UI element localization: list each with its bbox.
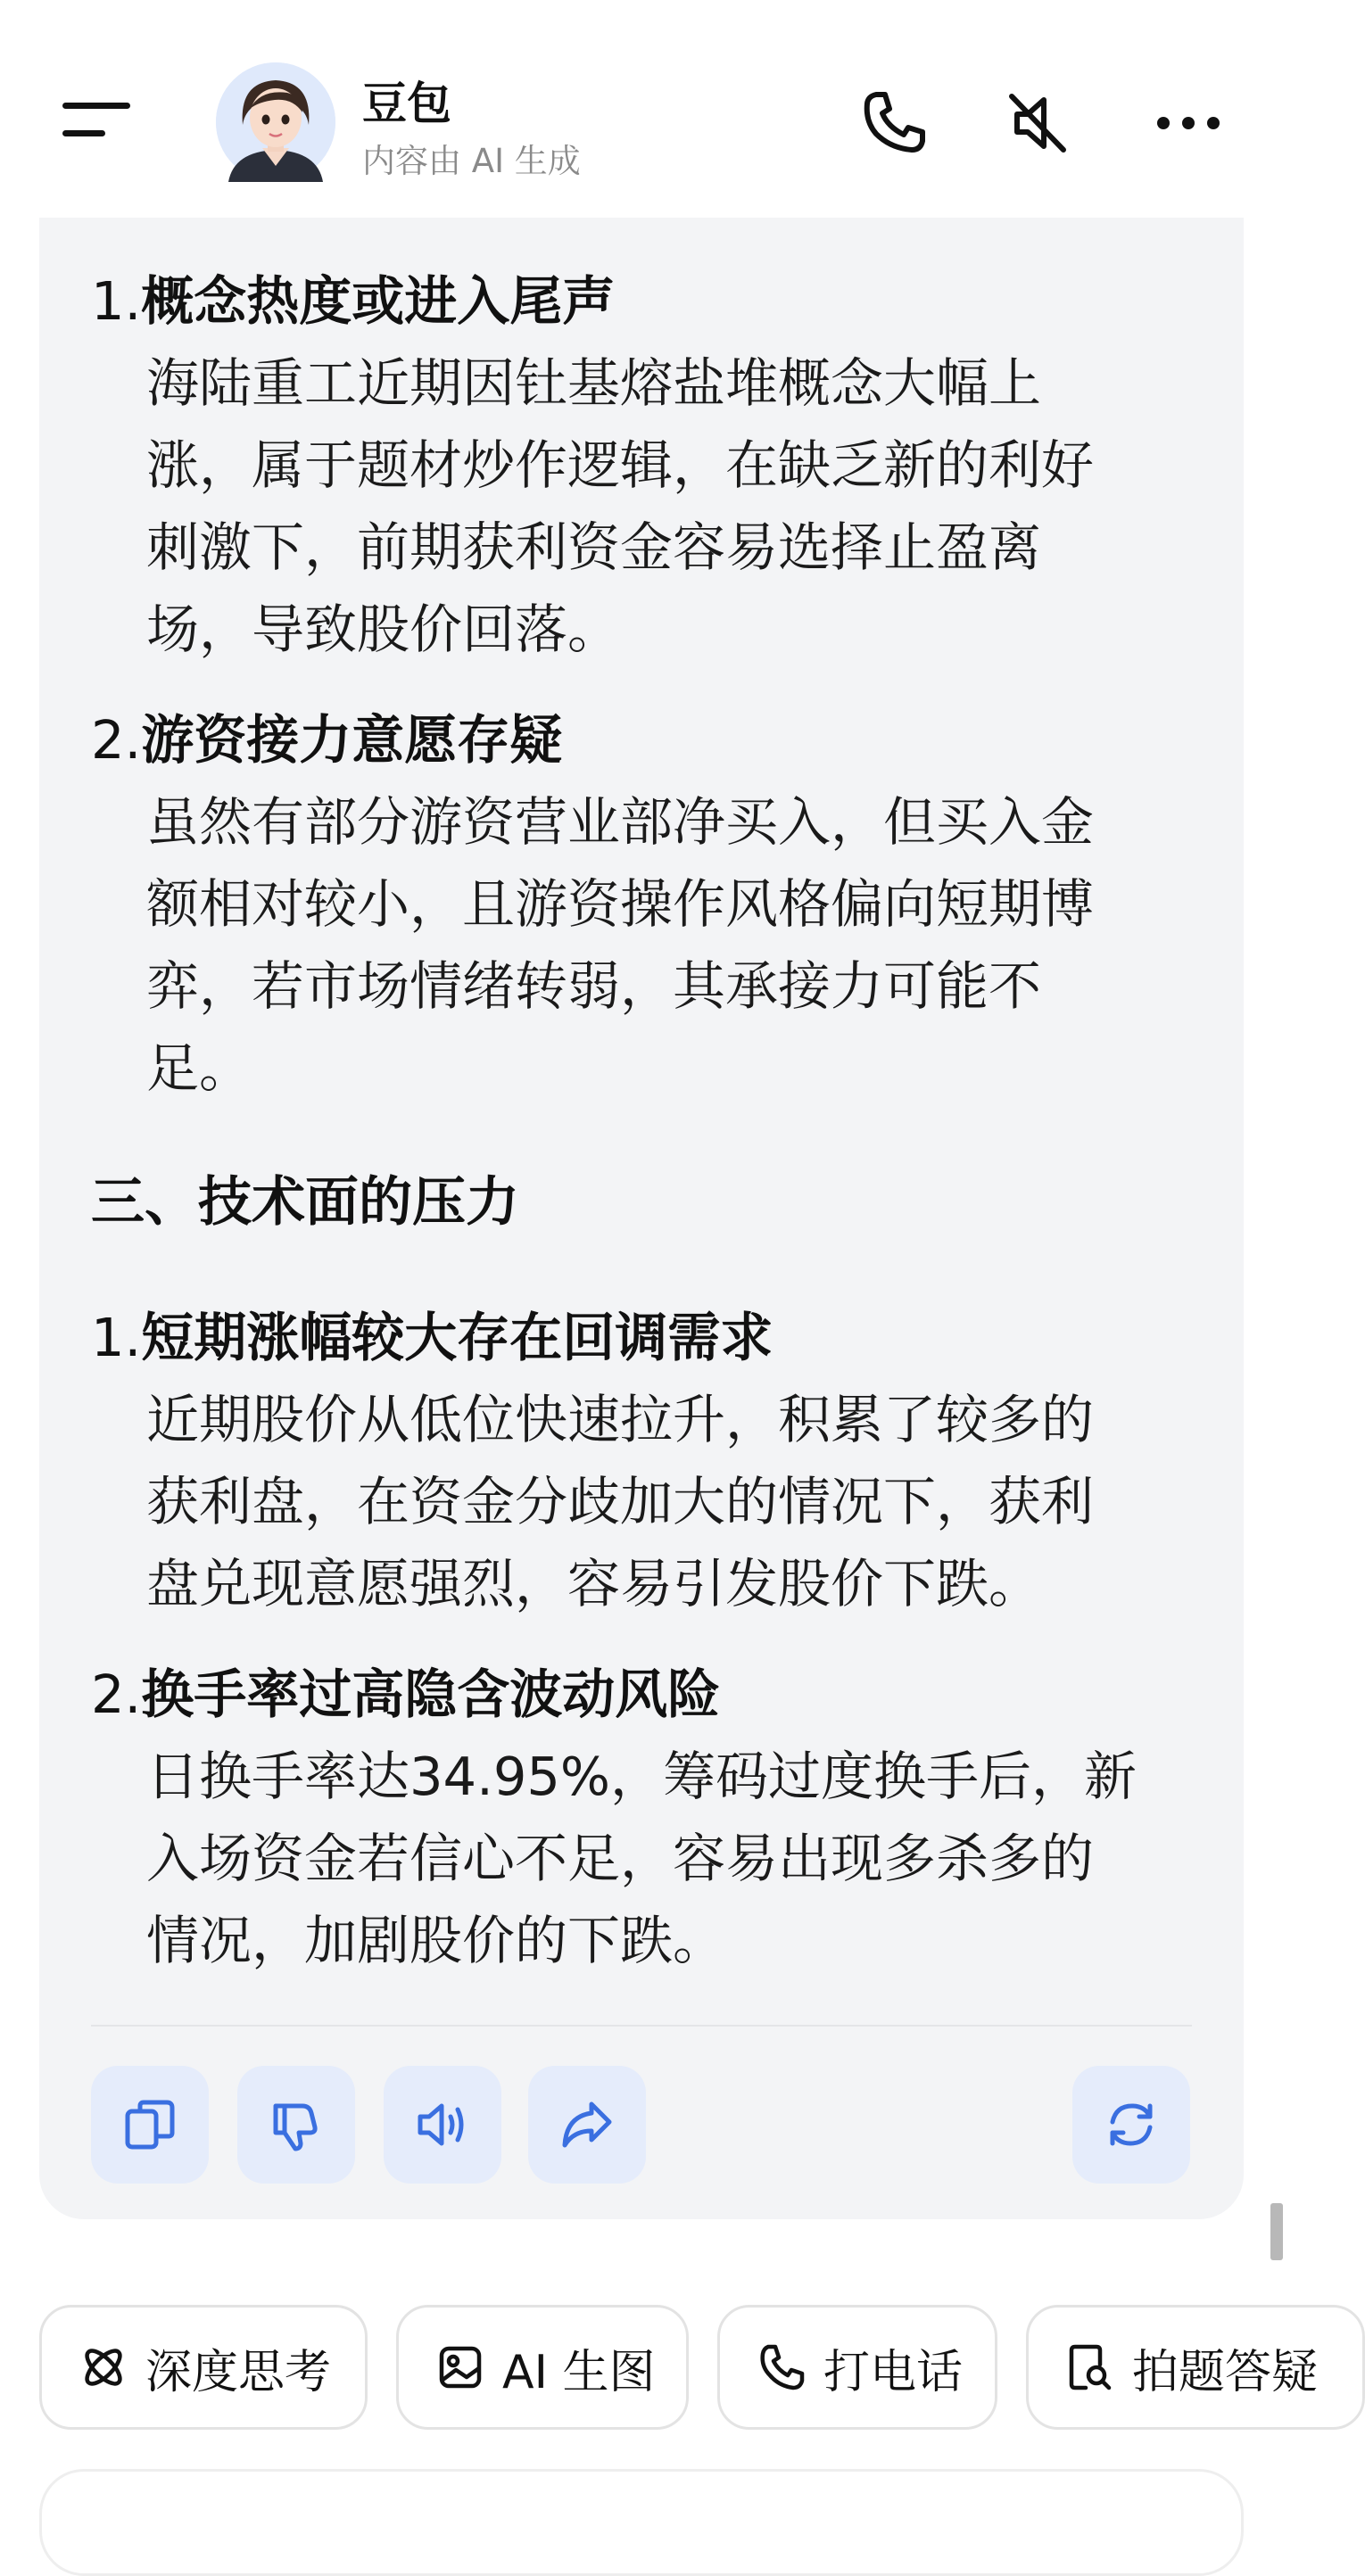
speaker-mute-icon[interactable] — [999, 86, 1074, 161]
quick-actions — [0, 2305, 1319, 2430]
deep-think-chip[interactable]: 深度思考 — [39, 2305, 368, 2430]
chat-title: 豆包 — [362, 78, 451, 129]
item-heading: 2.换手率过高隐含波动风险 — [91, 1664, 721, 1725]
thumbs-down-icon — [267, 2095, 326, 2154]
atom-icon — [78, 2341, 129, 2393]
read-aloud-button[interactable] — [384, 2066, 501, 2184]
item-text: 近期股价从低位快速拉升，积累了较多的 获利盘，在资金分歧加大的情况下，获利 盘兑现意愿强烈，容易引发股价下跌。 — [146, 1389, 1095, 1614]
item-text: 虽然有部分游资营业部净买入，但买入金 额相对较小，且游资操作风格偏向短期博 弈，若市场情绪转弱，其承接力可能不 足。 — [146, 791, 1095, 1099]
avatar[interactable] — [216, 62, 335, 182]
top-bar — [0, 0, 1283, 214]
more-icon[interactable] — [1151, 86, 1226, 161]
item-heading: 1.短期涨幅较大存在回调需求 — [91, 1307, 774, 1368]
item-text: 日换手率达34.95%，筹码过度换手后，新 入场资金若信心不足，容易出现多杀多的 情况，加剧股价的下跌。 — [146, 1746, 1137, 1971]
speaker-icon — [413, 2095, 472, 2154]
ai-image-chip[interactable]: AI 生图 — [396, 2305, 689, 2430]
list-item — [91, 260, 1215, 671]
assistant-message — [39, 218, 1244, 2219]
message-body — [91, 260, 1215, 2010]
photo-question-chip[interactable]: 拍题答疑 — [1026, 2305, 1365, 2430]
regenerate-icon — [1102, 2095, 1161, 2154]
copy-button[interactable] — [91, 2066, 209, 2184]
divider — [91, 2025, 1192, 2027]
dislike-button[interactable] — [237, 2066, 355, 2184]
share-button[interactable] — [528, 2066, 646, 2184]
scrollbar-thumb[interactable] — [1270, 2203, 1283, 2260]
search-document-icon — [1064, 2341, 1116, 2393]
item-heading: 1.概念热度或进入尾声 — [91, 270, 616, 332]
list-item — [91, 1297, 1215, 1625]
ai-disclaimer: 内容由 AI 生成 — [362, 142, 581, 180]
list-item — [91, 1654, 1215, 1982]
menu-icon[interactable] — [62, 98, 134, 143]
phone-icon — [756, 2341, 807, 2393]
regenerate-button[interactable] — [1072, 2066, 1190, 2184]
share-icon — [558, 2095, 616, 2154]
item-heading: 2.游资接力意愿存疑 — [91, 709, 563, 771]
list-item — [91, 699, 1215, 1110]
section-heading: 三、技术面的压力 — [91, 1171, 519, 1234]
phone-icon[interactable] — [856, 86, 931, 161]
copy-icon — [120, 2095, 179, 2154]
item-text: 海陆重工近期因钍基熔盐堆概念大幅上 涨，属于题材炒作逻辑，在缺乏新的利好 刺激下，前期获利资金容易选择止盈离 场，导致股价回落。 — [146, 352, 1095, 660]
image-icon — [434, 2341, 486, 2393]
call-chip[interactable]: 打电话 — [717, 2305, 997, 2430]
message-input-bar[interactable] — [39, 2469, 1244, 2576]
